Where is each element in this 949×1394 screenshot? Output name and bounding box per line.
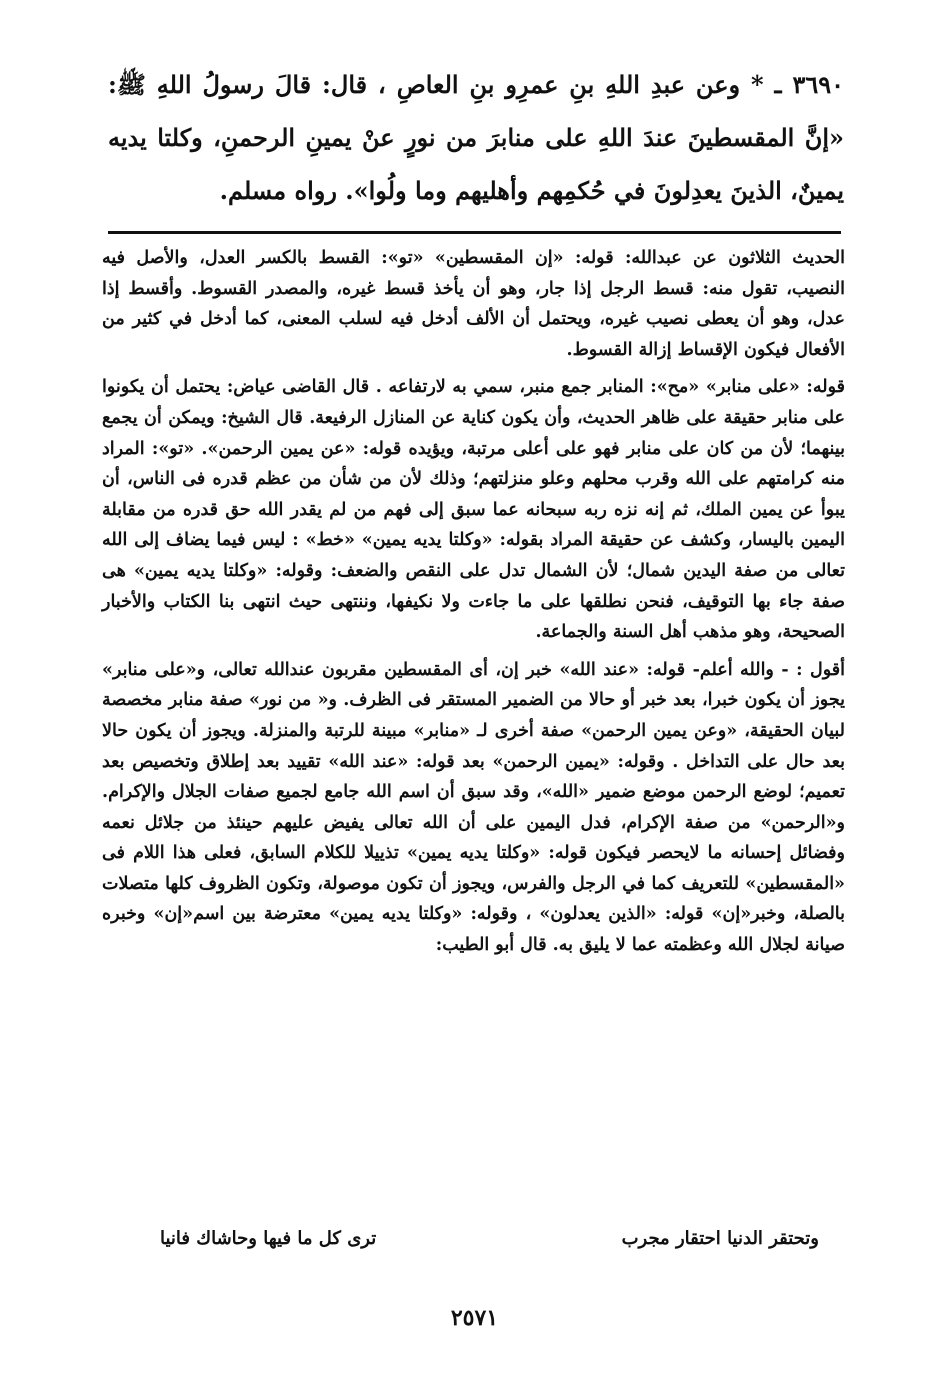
- commentary-paragraph: الحديث الثلاثون عن عبدالله: قوله: «إن المقسطين» «تو»: القسط بالكسر العدل، والأصل فيه النصيب، تقول منه: قسط الرجل إذا جار، وهو أن يأخذ قسط غيره، والمصدر القسوط. وأقسط إذا عدل، وهو أن يعطى نصيب غيره، ويحتمل أن الألف أدخل فيه لسلب المعنى، كما أدخل في كثير من الأفعال فيكون الإقساط إزالة القسوط.: [102, 248, 845, 360]
- hadith-text-block: [108, 58, 844, 217]
- commentary-paragraph: قوله: «على منابر» «مح»: المنابر جمع منبر، سمي به لارتفاعه . قال القاضى عياض: يحتمل أن يكونوا على منابر حقيقة على ظاهر الحديث، وأن يكون كناية عن المنازل الرفيعة. قال الشيخ: ويمكن أن يجمع بينهما؛ لأن من كان على منابر فهو على أعلى مرتبة، ويؤيده قوله: «عن يمين الرحمن». «تو»: المراد منه كرامتهم على الله وقرب محلهم وعلو منزلتهم؛ وذلك لأن من شأن من عظم قدره فى الناس، أن يبوأ عن يمين الملك، ثم إنه نزه ربه سبحانه عما سبق إلى فهم من لم يقدر الله حق قدره من مقابلة اليمين باليسار، وكشف عن حقيقة المراد بقوله: «وكلتا يديه يمين» «خط» : ليس فيما يضاف إلى الله تعالى من صفة اليدين شمال؛ لأن الشمال تدل على النقص والضعف: وقوله: «وكلتا يديه يمين» هى صفة جاء بها التوقيف، فنحن نطلقها على ما جاءت ولا نكيفها، وننتهى حيث انتهى بنا الكتاب والأخبار الصحيحة، وهو مذهب أهل السنة والجماعة.: [102, 377, 845, 643]
- hadith-text: ٣٦٩٠ ـ * وعن عبدِ اللهِ بنِ عمرِو بنِ العاصِ ، قال: قالَ رسولُ اللهِ ﷺ: «إنَّ المقسطينَ عندَ اللهِ على منابرَ من نورٍ عنْ يمينِ الرحمنِ، وكلتا يديه يمينٌ، الذينَ يعدِلونَ في حُكمِهم وأهليهم وما ولُوا». رواه مسلم.: [108, 70, 844, 205]
- page-number: ٢٥٧١: [450, 1305, 499, 1331]
- separator-rule: [108, 231, 841, 234]
- commentary-block: [102, 243, 845, 968]
- poetry-verse: [160, 1228, 819, 1249]
- verse-first-hemistich: وتحتقر الدنيا احتقار مجرب: [621, 1228, 819, 1249]
- commentary-paragraph: أقول : - والله أعلم- قوله: «عند الله» خبر إن، أى المقسطين مقربون عندالله تعالى، و«على منابر» يجوز أن يكون خبرا، بعد خبر أو حالا من الضمير المستقر فى الظرف. و« من نور» صفة منابر مخصصة لبيان الحقيقة، «وعن يمين الرحمن» صفة أخرى لـ «منابر» مبينة للرتبة والمنزلة. ويجوز أن يكون حالا بعد حال على التداخل . وقوله: «يمين الرحمن» بعد قوله: «عند الله» تقييد بعد إطلاق وتخصيص بعد تعميم؛ لوضع الرحمن موضع ضمير «الله»، وقد سبق أن اسم الله جامع لجميع صفات الجلال والإكرام. و«الرحمن» من صفة الإكرام، فدل اليمين على أن الله تعالى يفيض عليهم حينئذ من جلائل نعمه وفضائل إحسانه ما لايحصر فيكون قوله: «وكلتا يديه يمين» تذييلا للكلام السابق، فعلى هذا اللام فى «المقسطين» للتعريف كما في الرجل والفرس، ويجوز أن تكون موصولة، وتكون الظروف كلها متصلات بالصلة، وخبر«إن» قوله: «الذين يعدلون» ، وقوله: «وكلتا يديه يمين» معترضة بين اسم«إن» وخبره صيانة لجلال الله وعظمته عما لا يليق به. قال أبو الطيب:: [102, 659, 845, 956]
- verse-second-hemistich: ترى كل ما فيها وحاشاك فانيا: [160, 1228, 377, 1249]
